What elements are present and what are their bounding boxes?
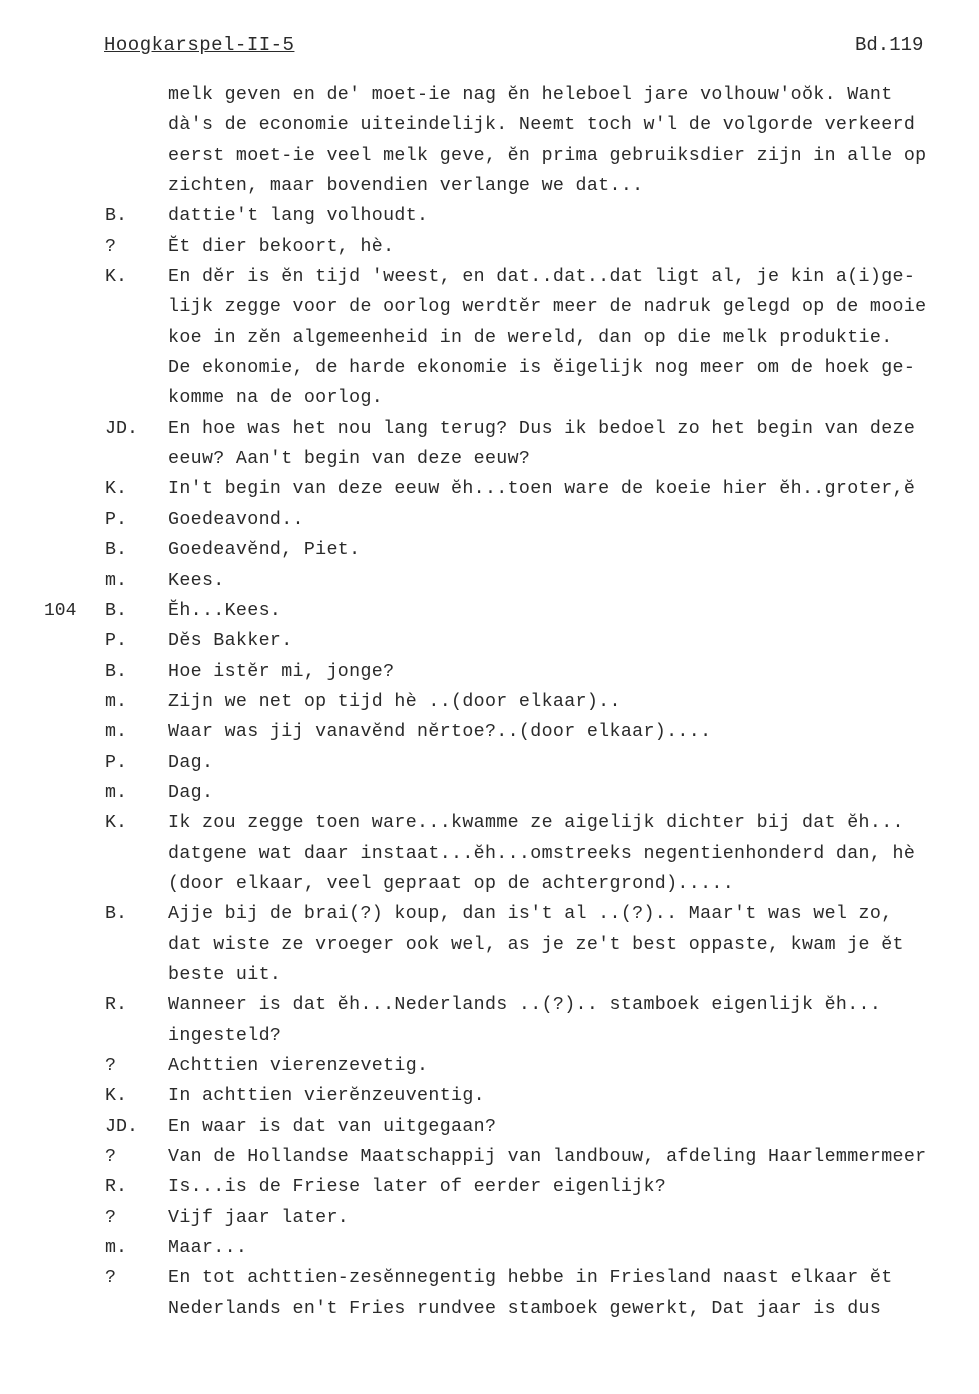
line-text: Kees.	[168, 570, 225, 591]
speaker-label: ?	[105, 1268, 116, 1289]
transcript-line	[0, 171, 979, 201]
line-text: In achttien vierĕnzeuventig.	[168, 1086, 485, 1107]
speaker-label: K.	[105, 479, 127, 500]
transcript-line	[0, 1081, 979, 1111]
line-text: Dag.	[168, 752, 214, 773]
transcript-line	[0, 292, 979, 322]
transcript-line	[0, 262, 979, 292]
transcript-line	[0, 1203, 979, 1233]
transcript-line	[0, 1051, 979, 1081]
speaker-label: m.	[105, 691, 127, 712]
line-text: Goedeavond..	[168, 509, 304, 530]
transcript-line	[0, 353, 979, 383]
transcript-line	[0, 383, 979, 413]
line-text: (door elkaar, veel gepraat op de achtergrond).....	[168, 873, 735, 894]
line-text: eerst moet-ie veel melk geve, ĕn prima gebruiksdier zijn in alle op	[168, 145, 927, 166]
transcript-line	[0, 1294, 979, 1324]
line-text: beste uit.	[168, 964, 282, 985]
transcript-line	[0, 596, 979, 626]
speaker-label: ?	[105, 1056, 116, 1076]
transcript-line	[0, 505, 979, 535]
transcript-line	[0, 1112, 979, 1142]
line-text: Wanneer is dat ĕh...Nederlands ..(?).. stamboek eigenlijk ĕh...	[168, 995, 882, 1016]
line-text: Nederlands en't Fries rundvee stamboek gewerkt, Dat jaar is dus	[168, 1298, 882, 1319]
line-text: Dĕs Bakker.	[168, 631, 293, 652]
speaker-label: P.	[105, 631, 127, 652]
line-text: Maar...	[168, 1238, 248, 1259]
line-text: En tot achttien-zesĕnnegentig hebbe in Friesland naast elkaar ĕt	[168, 1268, 893, 1289]
line-text: dat wiste ze vroeger ook wel, as je ze't best oppaste, kwam je ĕt	[168, 934, 904, 955]
transcript-line	[0, 626, 979, 656]
line-text: De ekonomie, de harde ekonomie is ĕigelijk nog meer om de hoek ge-	[168, 358, 916, 379]
transcript-line	[0, 566, 979, 596]
transcript-line	[0, 444, 979, 474]
transcript-line	[0, 110, 979, 140]
line-text: Hoe istĕr mi, jonge?	[168, 661, 395, 682]
line-text: Ĕh...Kees.	[168, 600, 282, 621]
line-text: dattie't lang volhoudt.	[168, 206, 429, 227]
line-text: datgene wat daar instaat...ĕh...omstreeks negentienhonderd dan, hè	[168, 843, 916, 864]
speaker-label: K.	[105, 267, 127, 288]
speaker-label: ?	[105, 236, 116, 257]
transcript-line	[0, 80, 979, 110]
speaker-label: P.	[105, 509, 127, 530]
speaker-label: B.	[105, 600, 127, 621]
line-text: Ĕt dier bekoort, hè.	[168, 236, 395, 257]
transcript-line	[0, 687, 979, 717]
line-text: Vijf jaar later.	[168, 1207, 350, 1228]
transcript-line	[0, 990, 979, 1020]
speaker-label: B.	[105, 206, 127, 227]
line-text: zichten, maar bovendien verlange we dat...	[168, 176, 644, 197]
speaker-label: m.	[105, 782, 127, 803]
line-text: melk geven en de' moet-ie nag ĕn heleboel jare volhouw'oŏk. Want	[168, 85, 893, 105]
line-text: En dĕr is ĕn tijd 'weest, en dat..dat..dat ligt al, je kin a(i)ge-	[168, 267, 916, 288]
document-title: Hoogkarspel-II-5	[104, 34, 295, 56]
speaker-label: JD.	[105, 1116, 138, 1137]
line-text: Goedeavĕnd, Piet.	[168, 540, 361, 561]
line-text: koe in zĕn algemeenheid in de wereld, dan op die melk produktie.	[168, 327, 893, 348]
speaker-label: B.	[105, 540, 127, 561]
transcript-line	[0, 1233, 979, 1263]
speaker-label: K.	[105, 1086, 127, 1107]
transcript-line	[0, 1263, 979, 1293]
line-text: ingesteld?	[168, 1025, 282, 1046]
line-text: Ajje bij de brai(?) koup, dan is't al ..(?).. Maar't was wel zo,	[168, 904, 893, 925]
line-text: Waar was jij vanavĕnd nĕrtoe?..(door elkaar)....	[168, 722, 712, 743]
line-text: eeuw? Aan't begin van deze eeuw?	[168, 449, 531, 470]
transcript-line	[0, 535, 979, 565]
margin-line-number: 104	[44, 600, 77, 621]
transcript-line	[0, 960, 979, 990]
line-text: Van de Hollandse Maatschappij van landbouw, afdeling Haarlemmermeer	[168, 1147, 927, 1168]
speaker-label: P.	[105, 752, 127, 773]
transcript-line	[0, 1021, 979, 1051]
transcript-line	[0, 1172, 979, 1202]
line-text: dà's de economie uiteindelijk. Neemt toch w'l de volgorde verkeerd	[168, 115, 916, 136]
transcript-line	[0, 717, 979, 747]
page-number: Bd.119	[855, 34, 924, 56]
speaker-label: ?	[105, 1147, 116, 1168]
transcript-line	[0, 474, 979, 504]
speaker-label: JD.	[105, 418, 138, 439]
transcript-line	[0, 930, 979, 960]
line-text: Ik zou zegge toen ware...kwamme ze aigelijk dichter bij dat ĕh...	[168, 813, 904, 834]
transcript-line	[0, 748, 979, 778]
speaker-label: m.	[105, 722, 127, 743]
transcript-line	[0, 808, 979, 838]
line-text: lijk zegge voor de oorlog werdtĕr meer de nadruk gelegd op de mooie	[168, 297, 927, 318]
line-text: Dag.	[168, 782, 214, 803]
speaker-label: K.	[105, 813, 127, 834]
transcript-line	[0, 141, 979, 171]
line-text: In't begin van deze eeuw ĕh...toen ware de koeie hier ĕh..groter,ĕ	[168, 479, 916, 500]
speaker-label: B.	[105, 661, 127, 682]
speaker-label: m.	[105, 570, 127, 591]
speaker-label: m.	[105, 1238, 127, 1259]
speaker-label: R.	[105, 995, 127, 1016]
line-text: Zijn we net op tijd hè ..(door elkaar)..	[168, 691, 621, 712]
transcript-line	[0, 414, 979, 444]
transcript-line	[0, 201, 979, 231]
transcript-line	[0, 899, 979, 929]
speaker-label: ?	[105, 1207, 116, 1228]
transcript-lines	[0, 80, 979, 1324]
line-text: komme na de oorlog.	[168, 388, 384, 409]
transcript-line	[0, 778, 979, 808]
transcript-line	[0, 869, 979, 899]
transcript-line	[0, 232, 979, 262]
speaker-label: B.	[105, 904, 127, 925]
line-text: En hoe was het nou lang terug? Dus ik bedoel zo het begin van deze	[168, 418, 916, 439]
transcript-line	[0, 839, 979, 869]
speaker-label: R.	[105, 1177, 127, 1198]
line-text: Achttien vierenzevetig.	[168, 1056, 429, 1076]
transcript-line	[0, 323, 979, 353]
line-text: Is...is de Friese later of eerder eigenlijk?	[168, 1177, 667, 1198]
transcript-line	[0, 1142, 979, 1172]
line-text: En waar is dat van uitgegaan?	[168, 1116, 497, 1137]
transcript-line	[0, 657, 979, 687]
